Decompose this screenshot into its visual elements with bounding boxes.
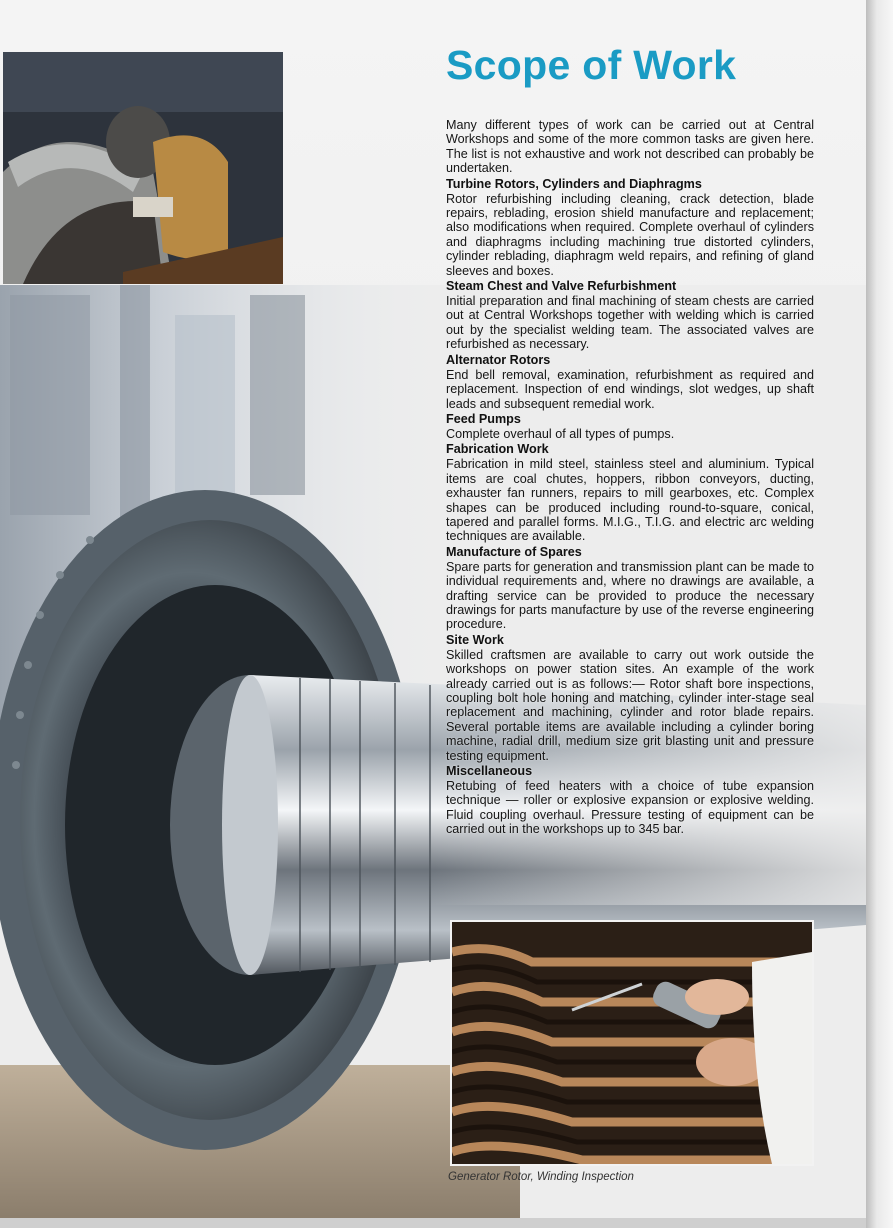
section-text-miscellaneous: Retubing of feed heaters with a choice of tube expansion technique — roller or explosive expansion or explosive welding. Fluid coupling overhaul. Pressure testing of equipment can be carried out in the workshops up to 345 bar. [446,779,814,837]
section-heading-feed-pumps: Feed Pumps [446,411,521,426]
section-heading-turbine-rotors: Turbine Rotors, Cylinders and Diaphragms [446,176,702,191]
winding-inspection-photo [450,920,814,1166]
section-heading-miscellaneous: Miscellaneous [446,764,533,779]
welder-illustration [3,52,283,284]
page-edge-shadow [866,0,893,1228]
winding-illustration [452,922,812,1164]
section-heading-alternator-rotors: Alternator Rotors [446,352,551,367]
section-text-fabrication-work: Fabrication in mild steel, stainless steel and aluminium. Typical items are coal chutes, hoppers, ribbon conveyors, ducting, exhauster fan runners, repairs to mill gearboxes, etc. Complex shapes can be produced including round-to-square, conical, tapered and parallel forms. M.I.G., T.I.G. and electric arc welding techniques are available. [446,457,814,544]
page-title: Scope of Work [446,42,737,88]
intro-paragraph: Many different types of work can be carried out at Central Workshops and some of the more common tasks are given here. The list is not exhaustive and work not described can probably be undertaken. [446,118,814,176]
section-heading-steam-chest: Steam Chest and Valve Refurbishment [446,279,677,294]
section-text-site-work: Skilled craftsmen are available to carry out work outside the workshops on power station sites. An example of the work already carried out is as follows:— Rotor shaft bore inspections, coupling bolt hole honing and matching, cylinder inter-stage seal replacement and machining, cylinder and rotor blade repairs. Several portable items are available including a cylinder boring machine, radial drill, medium size grit blasting unit and pressure testing equipment. [446,647,814,763]
section-text-steam-chest: Initial preparation and final machining of steam chests are carried out at Central Workshops together with welding which is carried out by the specialist welding team. The associated valves are refurbished as necessary. [446,294,814,352]
section-heading-site-work: Site Work [446,632,504,647]
section-text-feed-pumps: Complete overhaul of all types of pumps. [446,426,675,441]
body-text-column [446,118,814,837]
page-bottom-edge [0,1218,866,1228]
section-heading-fabrication-work: Fabrication Work [446,442,549,457]
section-heading-manufacture-of-spares: Manufacture of Spares [446,544,582,559]
section-text-turbine-rotors: Rotor refurbishing including cleaning, crack detection, blade repairs, reblading, erosion shield manufacture and replacement; also modifications when required. Complete overhaul of cylinders and diaphragms including machining true distorted cylinders, cylinder reblading, diaphragm weld repairs, and refining of gland sleeves and boxes. [446,191,814,278]
section-text-alternator-rotors: End bell removal, examination, refurbishment as required and replacement. Inspection of end windings, slot wedges, up shaft leads and subsequent remedial work. [446,367,814,411]
photo-caption: Generator Rotor, Winding Inspection [448,1171,634,1183]
section-text-manufacture-of-spares: Spare parts for generation and transmission plant can be made to individual requirements and, where no drawings are available, a drafting service can be provided to produce the necessary drawings for parts manufacture by use of the reverse engineering procedure. [446,559,814,632]
welder-photo [3,52,283,284]
